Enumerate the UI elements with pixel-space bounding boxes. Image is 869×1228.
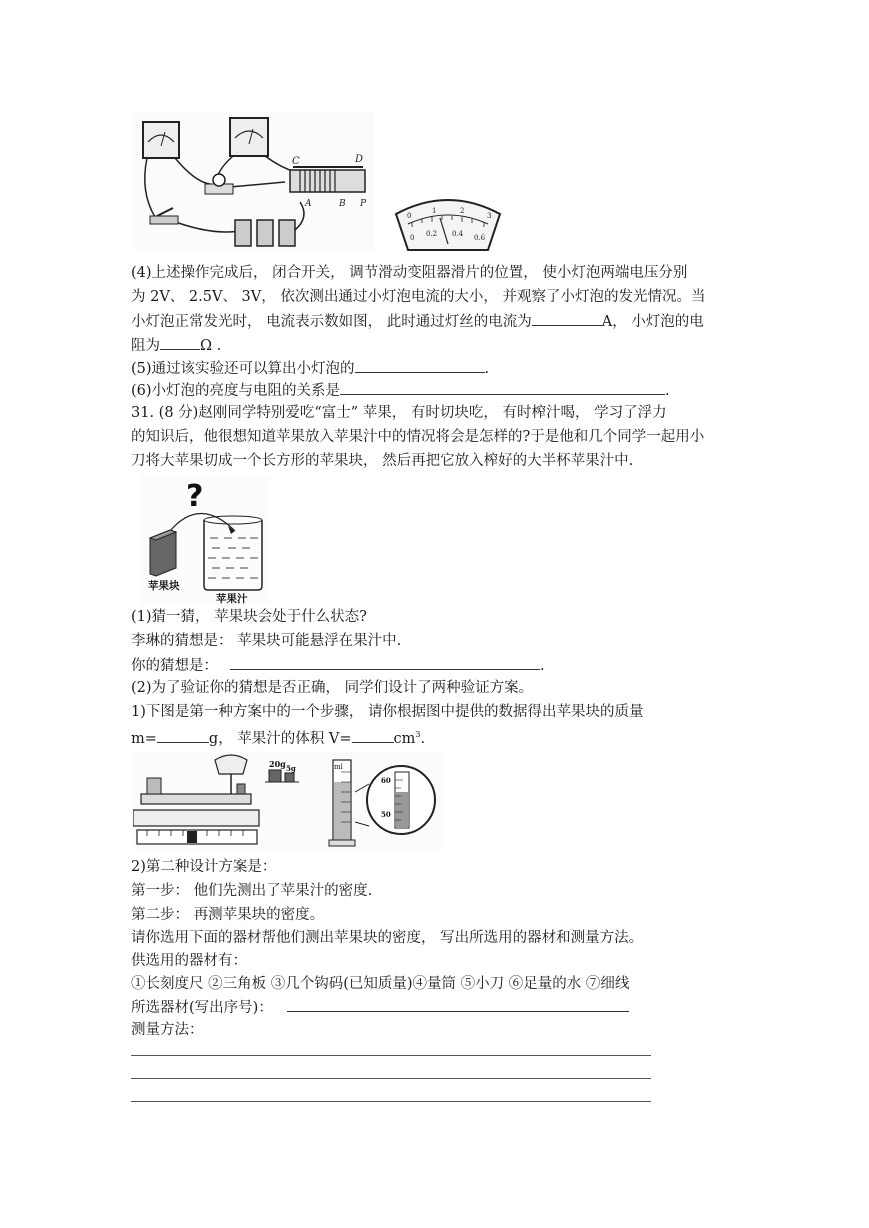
weight-20g-label: 20g xyxy=(269,759,286,769)
method-answer-line-1[interactable] xyxy=(131,1055,651,1056)
q31-items: ①长刻度尺 ②三角板 ③几个钩码(已知质量)④量筒 ⑤小刀 ⑥足量的水 ⑦细线 xyxy=(131,976,630,992)
q31-chosen xyxy=(131,997,629,1018)
q31-intro-line3: 刀将大苹果切成一个长方形的苹果块， 然后再把它放入榨好的大半杯苹果汁中. xyxy=(131,453,634,469)
q30-part4-line1: (4)上述操作完成后， 闭合开关， 调节滑动变阻器滑片的位置， 使小灯泡两端电压分别 xyxy=(131,265,688,281)
apple-juice-label: 苹果汁 xyxy=(216,593,248,604)
q31-intro-line2: 的知识后，他很想知道苹果放入苹果汁中的情况将会是怎样的?于是他和几个同学一起用小 xyxy=(131,429,705,445)
q31-intro-line1: 31. (8 分)赵刚同学特别爱吃“富士” 苹果， 有时切块吃， 有时榨汁喝， 学习了浮力 xyxy=(131,405,667,421)
resistance-answer-blank[interactable] xyxy=(160,335,200,350)
q31-part2: (2)为了验证你的猜想是否正确， 同学们设计了两种验证方案。 xyxy=(131,680,534,696)
battery-icon xyxy=(235,220,295,246)
q30-part6-text: (6)小灯泡的亮度与电阻的关系是 xyxy=(131,383,341,399)
your-guess-blank[interactable] xyxy=(230,655,540,670)
q31-supply: 供选用的器材有： xyxy=(131,953,247,969)
method-answer-line-2[interactable] xyxy=(131,1078,651,1079)
q30-part5 xyxy=(131,358,489,379)
apple-block-label: 苹果块 xyxy=(148,580,180,592)
chosen-answer-blank[interactable] xyxy=(287,997,629,1012)
mass-unit-volume-text: g， 苹果汁的体积 V= xyxy=(208,730,352,747)
mass-prefix: m= xyxy=(131,730,157,747)
q30-part4-line4 xyxy=(131,335,221,356)
label-p: P xyxy=(360,199,367,209)
label-d: D xyxy=(355,154,364,165)
volume-unit-exponent: 3 xyxy=(415,730,421,739)
mass-answer-blank[interactable] xyxy=(157,728,209,743)
circuit-diagram xyxy=(135,112,375,252)
cylinder-unit-label: ml xyxy=(334,763,343,771)
voltmeter-icon xyxy=(143,122,179,158)
chosen-text: 所选器材(写出序号)： xyxy=(131,1000,273,1016)
scale-2: 2 xyxy=(460,207,465,215)
apple-block-icon xyxy=(150,530,176,576)
weight-5g-label: 5g xyxy=(286,764,296,773)
q30-part5-text: (5)通过该实验还可以算出小灯泡的 xyxy=(131,361,355,377)
cylinder-mark-50: 50 xyxy=(381,810,391,819)
current-answer-blank[interactable] xyxy=(532,311,602,326)
part6-answer-blank[interactable] xyxy=(340,380,665,395)
label-c: C xyxy=(292,156,300,167)
apple-beaker-diagram xyxy=(140,476,270,604)
q30-part4-ohm: Ω . xyxy=(200,338,222,354)
q31-scheme1-line2 xyxy=(131,725,425,749)
q31-ask: 请你选用下面的器材帮他们测出苹果块的密度， 写出所选用的器材和测量方法。 xyxy=(131,930,644,946)
scale-0-6: 0.6 xyxy=(474,234,486,242)
volume-unit: cm xyxy=(393,730,416,747)
balance-cylinder-diagram xyxy=(133,752,443,850)
graduated-cylinder-icon xyxy=(329,760,355,846)
scale-0-2: 0.2 xyxy=(426,230,438,238)
q31-step2: 第二步： 再测苹果块的密度。 xyxy=(131,907,325,923)
q30-part4-line3 xyxy=(131,311,704,332)
label-b: B xyxy=(339,199,346,209)
ammeter-dial xyxy=(392,194,504,254)
volume-end: . xyxy=(420,730,426,747)
scale-1: 1 xyxy=(432,207,437,215)
q30-part5-end: . xyxy=(484,361,490,377)
part5-answer-blank[interactable] xyxy=(355,358,485,373)
label-a: A xyxy=(305,199,312,209)
q31-your-guess xyxy=(131,655,545,676)
q31-method: 测量方法： xyxy=(131,1022,204,1038)
scale-0-bottom: 0 xyxy=(410,234,415,242)
scale-3: 3 xyxy=(487,212,492,220)
q30-part4-resistance-text: 阻为 xyxy=(131,338,160,354)
q31-lilin-guess: 李琳的猜想是： 苹果块可能悬浮在果汁中. xyxy=(131,633,402,649)
your-guess-text: 你的猜想是： xyxy=(131,658,218,674)
q30-part6-end: . xyxy=(665,383,670,399)
question-mark: ? xyxy=(186,479,204,514)
q31-step1: 第一步： 他们先测出了苹果汁的密度. xyxy=(131,883,373,899)
q30-part4-current-unit: A， 小灯泡的电 xyxy=(601,314,704,330)
q31-scheme2: 2)第二种设计方案是： xyxy=(131,859,277,875)
method-answer-line-3[interactable] xyxy=(131,1101,651,1102)
q30-part6 xyxy=(131,380,670,401)
your-guess-end: . xyxy=(540,658,545,674)
q30-part4-line2: 为 2V、 2.5V、 3V， 依次测出通过小灯泡电流的大小， 并观察了小灯泡的发光情况。当 xyxy=(131,289,706,305)
q31-part1: (1)猜一猜， 苹果块会处于什么状态? xyxy=(131,609,367,625)
volume-answer-blank[interactable] xyxy=(352,728,394,743)
scale-0-4: 0.4 xyxy=(452,230,464,238)
scale-0-top: 0 xyxy=(407,212,412,220)
ammeter-meter-icon xyxy=(230,118,268,156)
rheostat-icon xyxy=(290,167,365,192)
q31-scheme1-line1: 1)下图是第一种方案中的一个步骤， 请你根据图中提供的数据得出苹果块的质量 xyxy=(131,704,644,720)
q30-part4-current-text: 小灯泡正常发光时， 电流表示数如图， 此时通过灯丝的电流为 xyxy=(131,314,532,330)
cylinder-mark-60: 60 xyxy=(381,776,391,785)
